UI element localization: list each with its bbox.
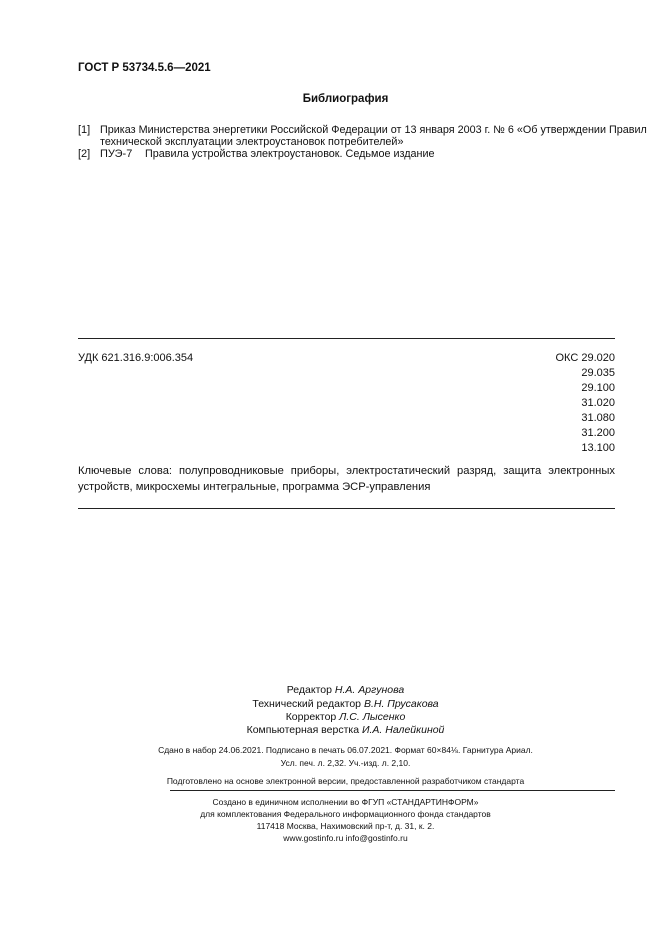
divider <box>78 338 615 339</box>
credit-editor: Редактор Н.А. Аргунова <box>286 684 405 696</box>
prepared-note: Подготовлено на основе электронной версии, предоставленной разработчиком стандарта <box>166 776 525 786</box>
oks-code: 31.020 <box>581 397 615 409</box>
ref-text: Правила устройства электроустановок. Седьмое издание <box>145 148 435 160</box>
ref-number: [2] <box>78 148 91 160</box>
publisher-line: Создано в единичном исполнении во ФГУП «СТАНДАРТИНФОРМ» <box>212 797 479 807</box>
document-id: ГОСТ Р 53734.5.6—2021 <box>78 62 211 74</box>
oks-code: 31.080 <box>581 412 615 424</box>
oks-code: 13.100 <box>581 442 615 454</box>
oks-code: 29.035 <box>581 367 615 379</box>
credit-corrector: Корректор Л.С. Лысенко <box>285 711 406 723</box>
ref-code: ПУЭ-7 <box>100 148 133 160</box>
keywords-cont: устройств, микросхемы интегральные, программа ЭСР-управления <box>78 481 431 493</box>
ref-text: Приказ Министерства энергетики Российской Федерации от 13 января 2003 г. № 6 «Об утверждении Правил <box>100 124 647 136</box>
divider <box>78 508 615 509</box>
publisher-line: для комплектования Федерального информационного фонда стандартов <box>200 809 491 819</box>
publisher-contacts: www.gostinfo.ru info@gostinfo.ru <box>283 833 408 843</box>
publisher-address: 117418 Москва, Нахимовский пр-т, д. 31, к. 2. <box>256 821 435 831</box>
credit-tech-editor: Технический редактор В.Н. Прусакова <box>252 698 439 710</box>
oks-code: 29.100 <box>581 382 615 394</box>
ref-text-cont: технической эксплуатации электроустановок потребителей» <box>100 136 404 148</box>
bibliography-title: Библиография <box>302 93 389 105</box>
divider <box>170 790 615 791</box>
udk: УДК 621.316.9:006.354 <box>78 352 194 364</box>
keywords: Ключевые слова: полупроводниковые приборы, электростатический разряд, защита электронных <box>78 465 615 477</box>
ref-number: [1] <box>78 124 91 136</box>
oks-code: ОКС 29.020 <box>555 352 615 364</box>
imprint-line: Усл. печ. л. 2,32. Уч.-изд. л. 2,10. <box>280 758 411 768</box>
oks-code: 31.200 <box>581 427 615 439</box>
imprint-line: Сдано в набор 24.06.2021. Подписано в печать 06.07.2021. Формат 60×84⅛. Гарнитура Ариал. <box>158 745 533 755</box>
credit-layout: Компьютерная верстка И.А. Налейкиной <box>246 724 445 736</box>
